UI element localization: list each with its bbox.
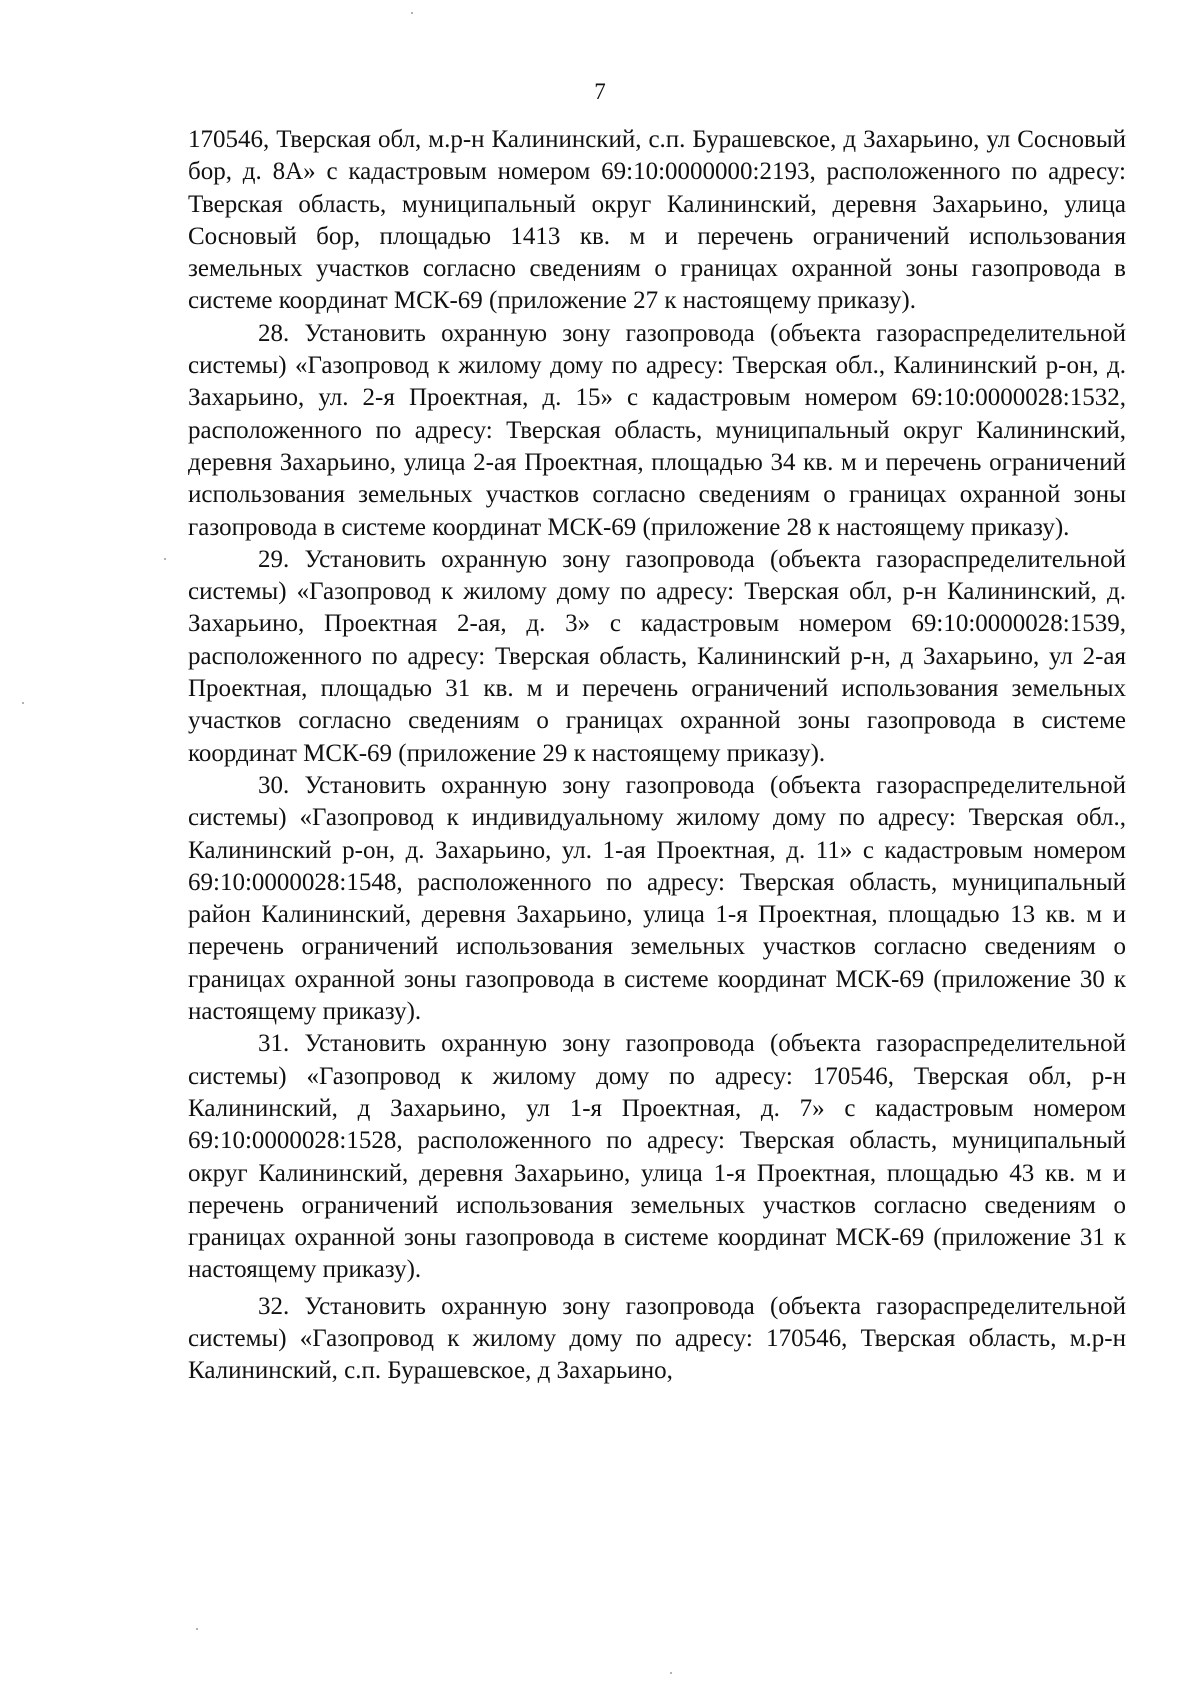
paragraph-continuation: 170546, Тверская обл, м.р-н Калининский, с.п. Бурашевское, д Захарьино, ул Сосновый бор, д. 8А» с кадастровым номером 69:10:0000000:2193, расположенного по адресу: Тверская область, муниципальный округ Калининский, деревня Захарьино, улица Сосновый бор, площадью 1413 кв. м и перечень ограничений использования земельных участков согласно сведениям о границах охранной зоны газопровода в системе координат МСК-69 (приложение 27 к настоящему приказу). — [188, 126, 1126, 315]
paragraph-item-32: 32. Установить охранную зону газопровода (объекта газораспределительной системы) «Газопровод к жилому дому по адресу: 170546, Тверская область, м.р-н Калининский, с.п. Бурашевское, д Захарьино, — [188, 1292, 1126, 1385]
paragraph-item-28: 28. Установить охранную зону газопровода (объекта газораспределительной системы) «Газопровод к жилому дому по адресу: Тверская обл., Калининский р-он, д. Захарьино, ул. 2-я Проектная, д. 15» с кадастровым номером 69:10:0000028:1532, расположенного по адресу: Тверская область, муниципальный округ Калининский, деревня Захарьино, улица 2-ая Проектная, площадью 34 кв. м и перечень ограничений использования земельных участков согласно сведениям о границах охранной зоны газопровода в системе координат МСК-69 (приложение 28 к настоящему приказу). — [188, 319, 1126, 541]
scan-speck — [22, 702, 24, 704]
document-body — [188, 124, 1126, 1388]
paragraph-item-30: 30. Установить охранную зону газопровода (объекта газораспределительной системы) «Газопровод к индивидуальному жилому дому по адресу: Тверская обл., Калининский р-он, д. Захарьино, ул. 1-ая Проектная, д. 11» с кадастровым номером 69:10:0000028:1548, расположенного по адресу: Тверская область, муниципальный район Калининский, деревня Захарьино, улица 1-я Проектная, площадью 13 кв. м и перечень ограничений использования земельных участков согласно сведениям о границах охранной зоны газопровода в системе координат МСК-69 (приложение 30 к настоящему приказу). — [188, 771, 1126, 1026]
page-number: 7 — [594, 79, 606, 104]
scan-speck — [196, 1628, 198, 1630]
scan-speck — [164, 558, 166, 560]
scan-speck — [411, 12, 413, 14]
paragraph-item-31: 31. Установить охранную зону газопровода (объекта газораспределительной системы) «Газопровод к жилому дому по адресу: 170546, Тверская обл, р-н Калининский, д Захарьино, ул 1-я Проектная, д. 7» с кадастровым номером 69:10:0000028:1528, расположенного по адресу: Тверская область, муниципальный округ Калининский, деревня Захарьино, улица 1-я Проектная, площадью 43 кв. м и перечень ограничений использования земельных участков согласно сведениям о границах охранной зоны газопровода в системе координат МСК-69 (приложение 31 к настоящему приказу). — [188, 1030, 1126, 1284]
scan-speck — [670, 1672, 672, 1674]
paragraph-item-29: 29. Установить охранную зону газопровода (объекта газораспределительной системы) «Газопровод к жилому дому по адресу: Тверская обл, р-н Калининский, д. Захарьино, Проектная 2-ая, д. 3» с кадастровым номером 69:10:0000028:1539, расположенного по адресу: Тверская область, Калининский р-н, д Захарьино, ул 2-ая Проектная, площадью 31 кв. м и перечень ограничений использования земельных участков согласно сведениям о границах охранной зоны газопровода в системе координат МСК-69 (приложение 29 к настоящему приказу). — [188, 545, 1126, 767]
